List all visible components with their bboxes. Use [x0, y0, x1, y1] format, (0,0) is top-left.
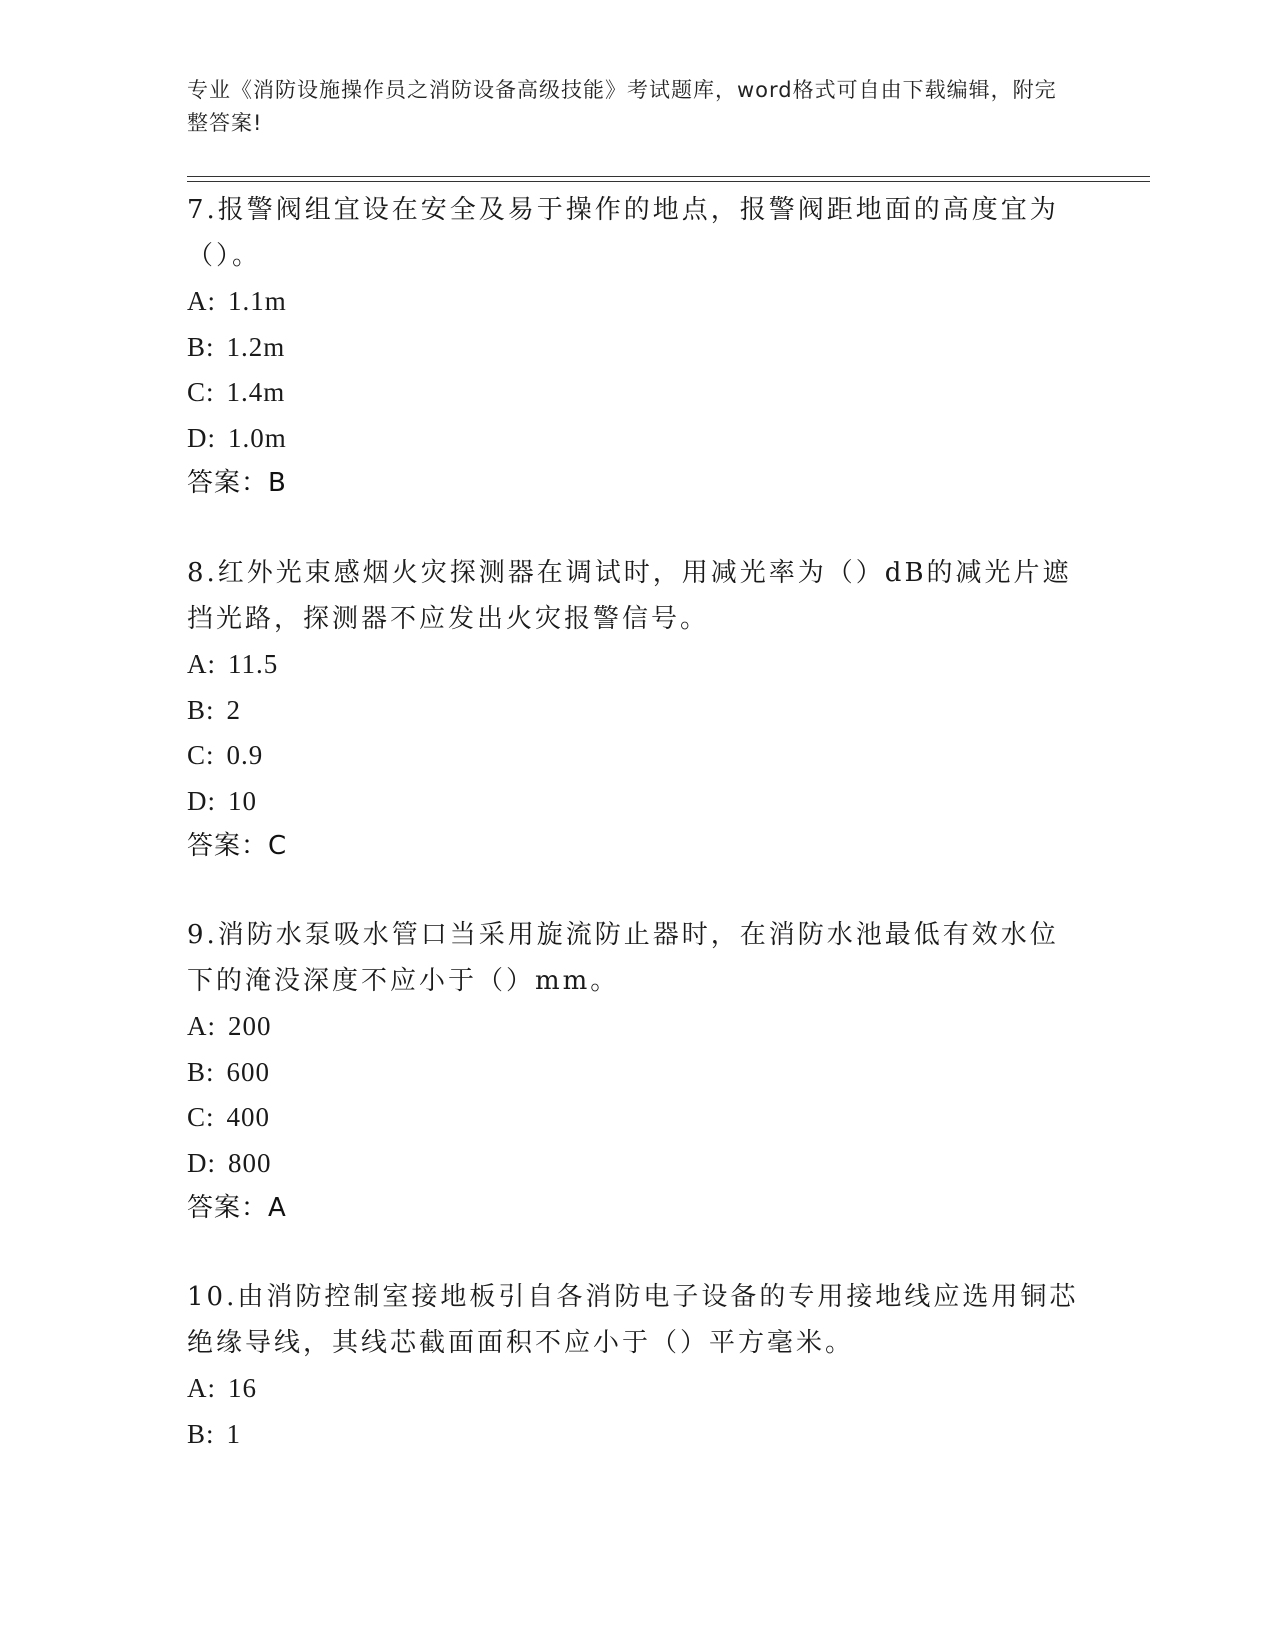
answer-label: 答案：	[187, 831, 269, 861]
option-label: C:	[187, 740, 215, 770]
option-b	[187, 325, 1087, 371]
option-label: A:	[187, 649, 216, 679]
answer-value: C	[268, 831, 288, 861]
option-d	[187, 1141, 1087, 1187]
answer-line	[187, 1186, 1087, 1230]
option-c	[187, 370, 1087, 416]
option-value: 1	[226, 1418, 242, 1449]
answer-value: B	[268, 468, 287, 498]
option-value: 1.4m	[226, 377, 286, 407]
option-label: B:	[187, 1056, 215, 1087]
header-divider-top	[187, 176, 1150, 177]
header-divider-bottom	[187, 181, 1150, 182]
option-value: 1.0m	[228, 422, 287, 453]
option-value: 16	[228, 1373, 257, 1403]
option-label: A:	[187, 1011, 216, 1041]
document-header: 专业《消防设施操作员之消防设备高级技能》考试题库，word格式可自由下载编辑，附完整答案!	[187, 78, 1057, 135]
answer-label: 答案：	[187, 468, 269, 498]
option-value: 1.2m	[226, 331, 286, 362]
option-value: 600	[226, 1056, 271, 1087]
option-label: B:	[187, 1418, 215, 1449]
option-b	[187, 688, 1087, 734]
answer-label: 答案：	[187, 1193, 269, 1223]
option-label: C:	[187, 377, 215, 407]
option-value: 800	[228, 1147, 272, 1178]
option-value: 2	[226, 694, 242, 725]
option-value: 11.5	[228, 649, 279, 679]
option-c	[187, 733, 1087, 779]
option-label: A:	[187, 286, 216, 316]
question-stem: 9.消防水泵吸水管口当采用旋流防止器时，在消防水池最低有效水位下的淹没深度不应小于（）mm。	[187, 920, 1059, 996]
option-d	[187, 779, 1087, 825]
option-value: 10	[228, 785, 257, 816]
option-value: 0.9	[226, 740, 264, 770]
option-b	[187, 1412, 1087, 1458]
question-7	[187, 187, 1087, 505]
option-d	[187, 416, 1087, 462]
answer-line	[187, 824, 1087, 868]
question-10	[187, 1274, 1087, 1457]
question-stem: 10.由消防控制室接地板引自各消防电子设备的专用接地线应选用铜芯绝缘导线，其线芯截面面积不应小于（）平方毫米。	[187, 1282, 1079, 1358]
question-stem: 7.报警阀组宜设在安全及易于操作的地点，报警阀距地面的高度宜为（）。	[187, 195, 1059, 271]
question-8	[187, 550, 1087, 868]
option-label: D:	[187, 422, 216, 453]
question-stem: 8.红外光束感烟火灾探测器在调试时，用减光率为（）dB的减光片遮挡光路，探测器不应发出火灾报警信号。	[187, 558, 1072, 634]
option-a	[187, 1004, 1087, 1050]
answer-value: A	[268, 1193, 287, 1223]
option-label: B:	[187, 331, 215, 362]
option-a	[187, 279, 1087, 325]
option-value: 1.1m	[228, 286, 287, 316]
option-b	[187, 1050, 1087, 1096]
answer-line	[187, 461, 1087, 505]
option-label: D:	[187, 785, 216, 816]
option-label: D:	[187, 1147, 216, 1178]
option-value: 400	[226, 1102, 271, 1132]
option-c	[187, 1095, 1087, 1141]
option-value: 200	[228, 1011, 272, 1041]
option-a	[187, 1366, 1087, 1412]
option-a	[187, 642, 1087, 688]
option-label: C:	[187, 1102, 215, 1132]
option-label: B:	[187, 694, 215, 725]
question-9	[187, 912, 1087, 1230]
option-label: A:	[187, 1373, 216, 1403]
